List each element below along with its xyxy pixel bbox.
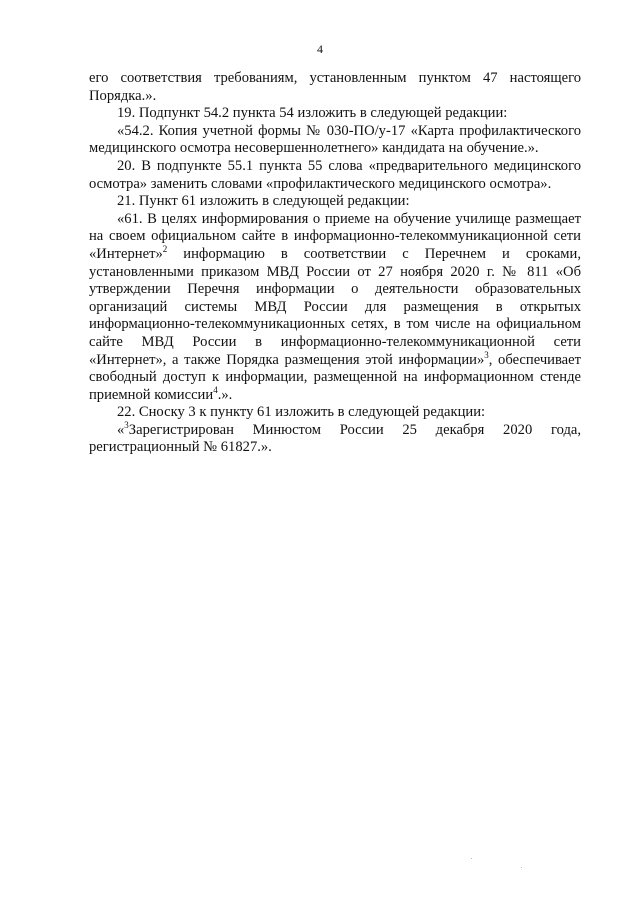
quoted-item-61-text-c: , обеспечивает свободный доступ к информации, размещенной на информационном стенде приемной комиссии [89, 351, 582, 403]
quoted-item-61-text-a: «61. В целях информирования о приеме на обучение училище размещает на своем официальном сайте в информационно-телекоммуникационной сети «Интернет» [89, 210, 581, 262]
quoted-item-61-text-d: .». [217, 386, 233, 403]
footnote-ref-4: 4 [213, 384, 218, 395]
paragraph-continuation: его соответствия требованиям, установленным пунктом 47 настоящего Порядка.». [89, 70, 581, 104]
quoted-subitem-54-2: «54.2. Копия учетной формы № 030-ПО/у-17 «Карта профилактического медицинского осмотра несовершеннолетнего» кандидата на обучение.». [89, 122, 581, 157]
paragraph-item-21: 21. Пункт 61 изложить в следующей редакции: [117, 193, 410, 210]
footnote-ref-2: 2 [162, 244, 168, 255]
page-number: 4 [317, 42, 323, 56]
quoted-footnote-3 [89, 422, 581, 457]
scan-speck [471, 858, 472, 859]
paragraph-item-22: 22. Сноску 3 к пункту 61 изложить в следующей редакции: [117, 404, 486, 421]
paragraph-item-19: 19. Подпункт 54.2 пункта 54 изложить в следующей редакции: [117, 105, 508, 122]
footnote-ref-3: 3 [484, 349, 489, 360]
document-body [89, 70, 581, 457]
quoted-footnote-open: « [117, 421, 125, 438]
scan-speck [521, 867, 522, 868]
paragraph-item-20: 20. В подпункте 55.1 пункта 55 слова «предварительного медицинского осмотра» заменить словами «профилактического медицинского осмотра». [89, 157, 581, 192]
quoted-footnote-text: Зарегистрирован Минюстом России 25 декабря 2020 года, регистрационный № 61827.». [89, 421, 581, 456]
quoted-item-61-text-b: информацию в соответствии с Перечнем и сроками, установленными приказом МВД России от 27 ноября 2020 г. № 811 «Об утверждении Перечня информации о деятельности образовательных организаций системы МВД России для размещения в открытых информационно-телекоммуникационных сетях, в том числе на официальном сайте МВД России в информационно-телекоммуникационной сети «Интернет», а также Порядка размещения этой информации» [89, 245, 581, 368]
footnote-mark-3: 3 [124, 420, 129, 431]
quoted-item-61 [89, 211, 581, 405]
